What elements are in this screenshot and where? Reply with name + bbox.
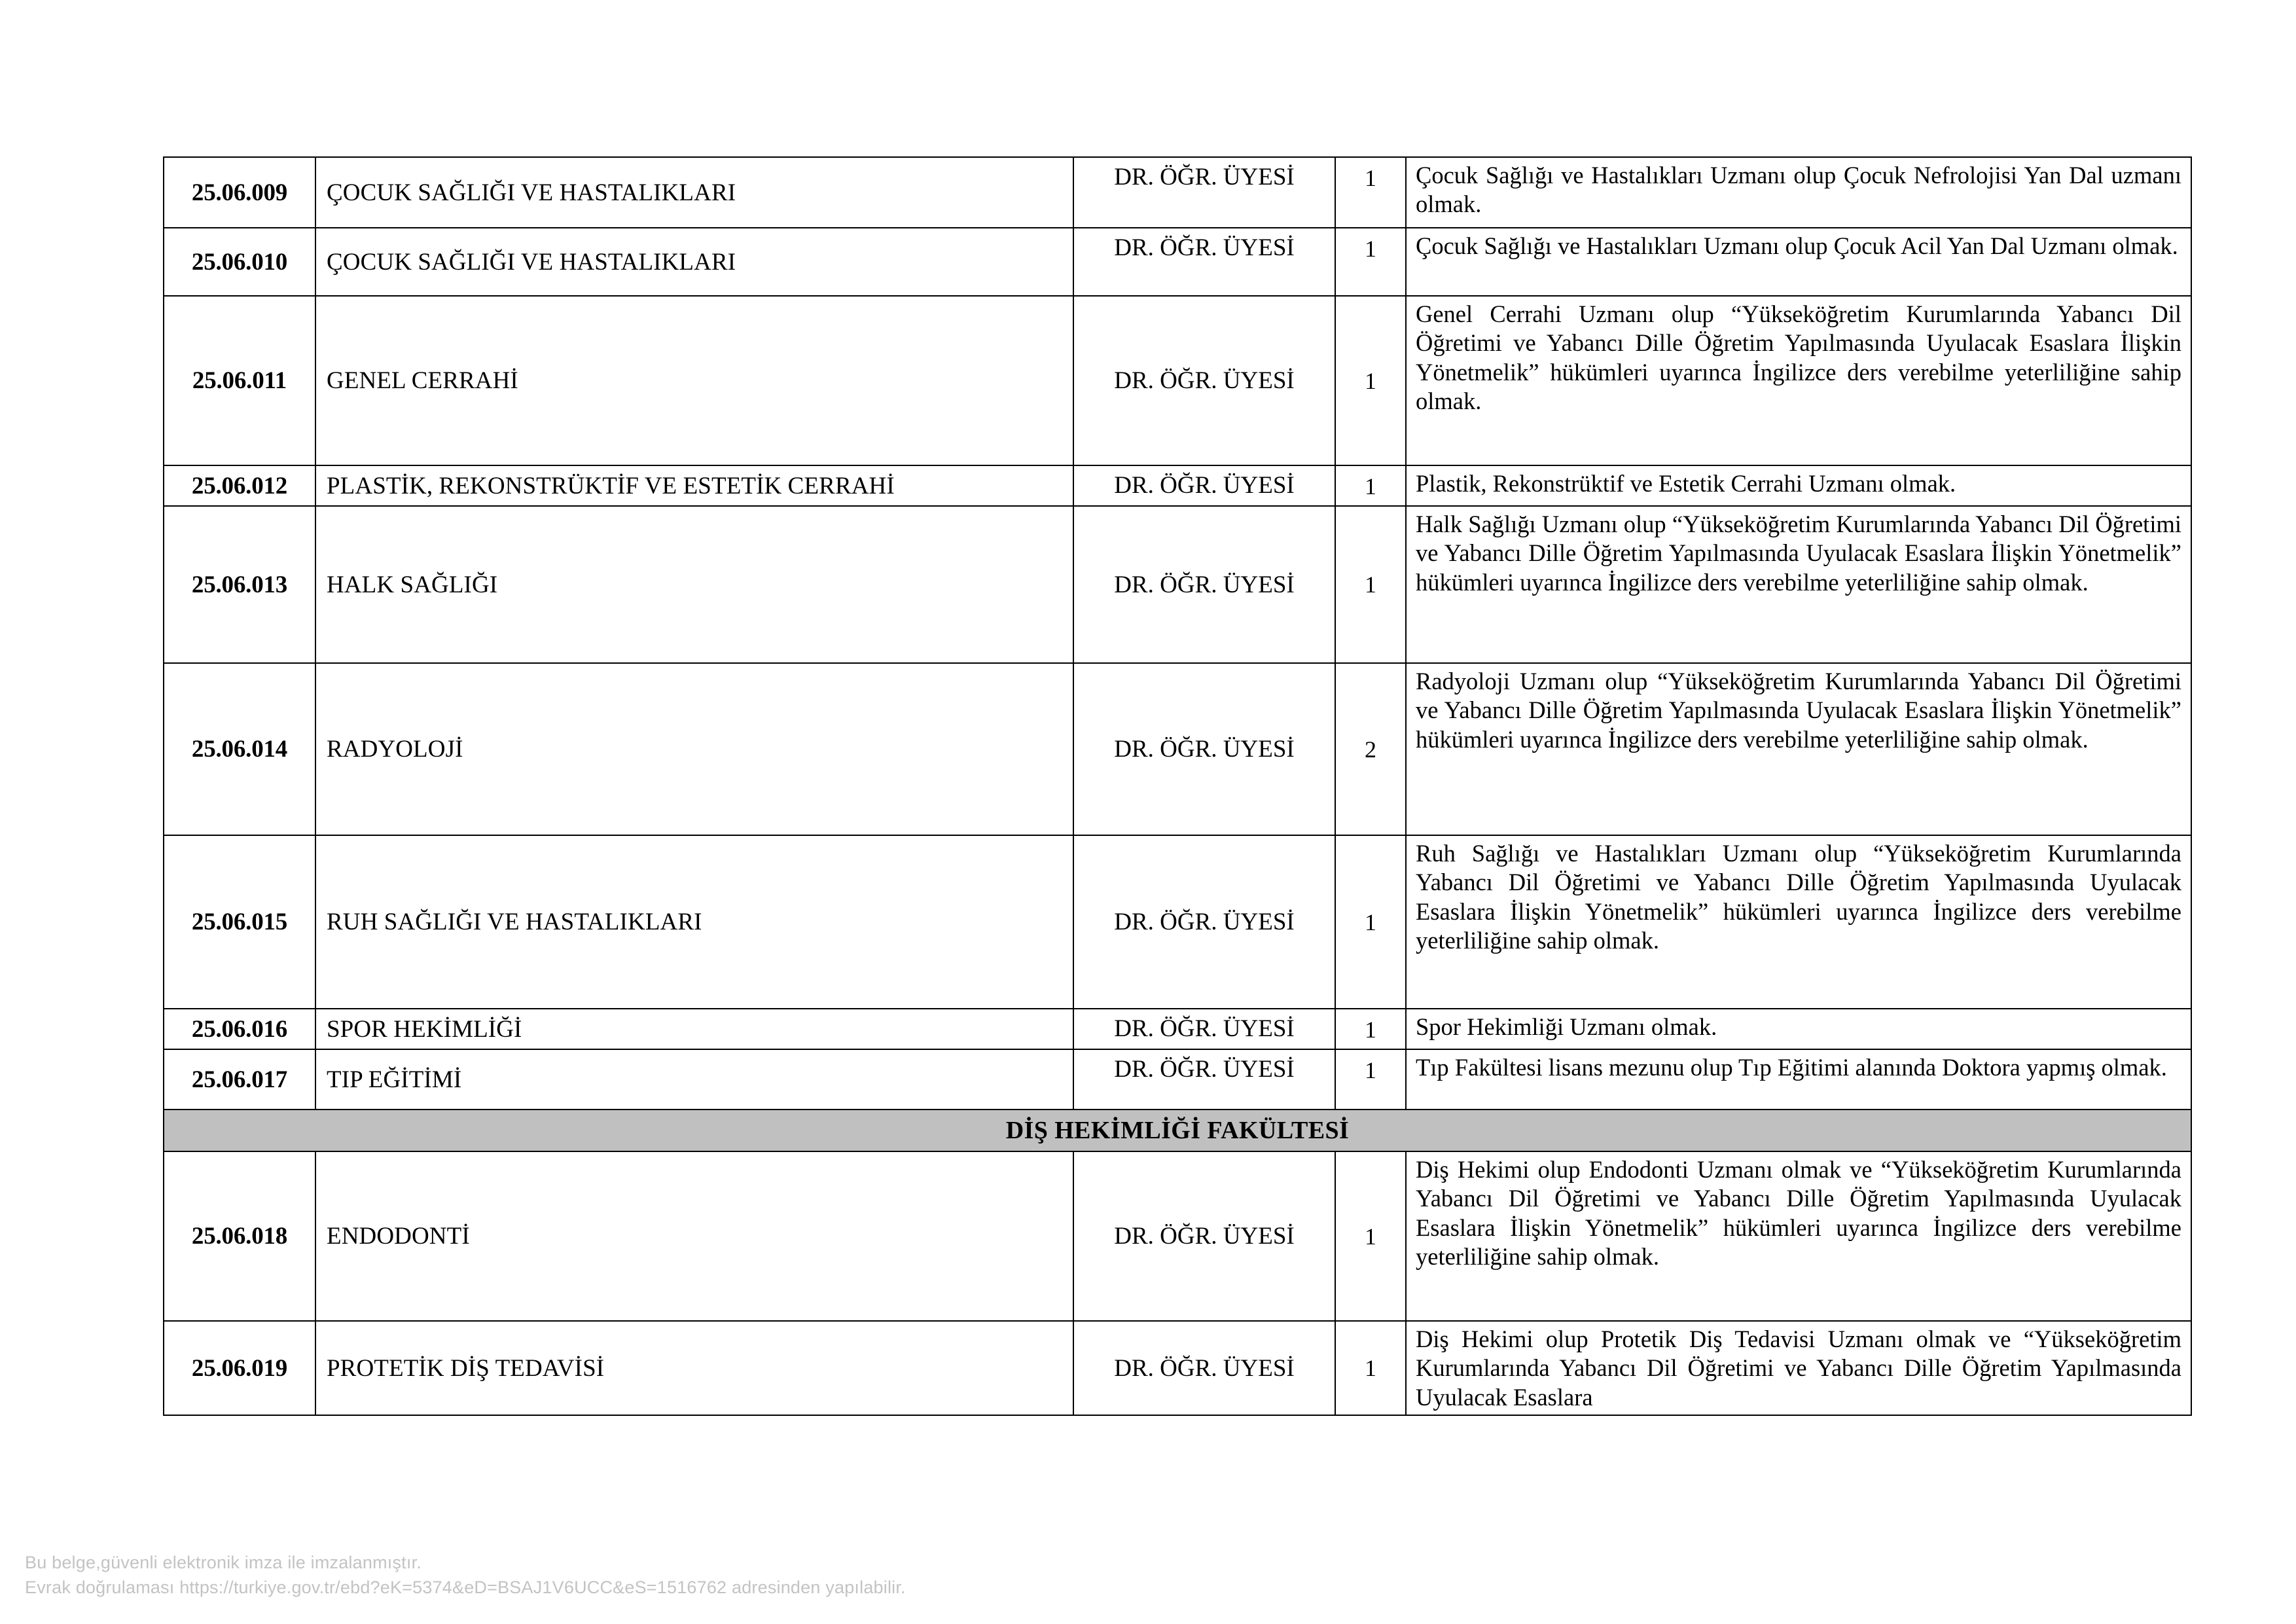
requirement-text-cell: Plastik, Rekonstrüktif ve Estetik Cerrahi Uzmanı olmak. (1406, 465, 2191, 506)
department-name-cell: SPOR HEKİMLİĞİ (315, 1009, 1073, 1049)
footer-signature-note: Bu belge,güvenli elektronik imza ile imzalanmıştır. (25, 1553, 422, 1572)
position-code-cell: 25.06.019 (164, 1321, 315, 1415)
table-row (164, 465, 2191, 506)
faculty-section-header-row (164, 1110, 2191, 1151)
position-title-cell: DR. ÖĞR. ÜYESİ (1073, 663, 1335, 835)
position-count-cell: 1 (1335, 228, 1406, 296)
table-row (164, 1151, 2191, 1321)
footer-verification-note: Evrak doğrulaması https://turkiye.gov.tr/ebd?eK=5374&eD=BSAJ1V6UCC&eS=1516762 adresinden yapılabilir. (25, 1578, 906, 1598)
department-name-cell: ENDODONTİ (315, 1151, 1073, 1321)
position-title-cell: DR. ÖĞR. ÜYESİ (1073, 1049, 1335, 1110)
position-title-cell: DR. ÖĞR. ÜYESİ (1073, 296, 1335, 465)
requirement-text-cell: Çocuk Sağlığı ve Hastalıkları Uzmanı olup Çocuk Acil Yan Dal Uzmanı olmak. (1406, 228, 2191, 296)
requirement-text-cell: Diş Hekimi olup Endodonti Uzmanı olmak ve “Yükseköğretim Kurumlarında Yabancı Dil Öğretimi ve Yabancı Dille Öğretim Yapılmasında Uyulacak Esaslara İlişkin Yönetmelik” hükümleri uyarınca İngilizce ders verebilme yeterliliğine sahip olmak. (1406, 1151, 2191, 1321)
position-code-cell: 25.06.016 (164, 1009, 315, 1049)
table-row (164, 228, 2191, 296)
faculty-section-label: DİŞ HEKİMLİĞİ FAKÜLTESİ (164, 1110, 2191, 1151)
position-count-cell: 1 (1335, 296, 1406, 465)
position-title-cell: DR. ÖĞR. ÜYESİ (1073, 1151, 1335, 1321)
requirement-text-cell: Çocuk Sağlığı ve Hastalıkları Uzmanı olup Çocuk Nefrolojisi Yan Dal uzmanı olmak. (1406, 157, 2191, 228)
position-code-cell: 25.06.012 (164, 465, 315, 506)
requirement-text-cell: Diş Hekimi olup Protetik Diş Tedavisi Uzmanı olmak ve “Yükseköğretim Kurumlarında Yabancı Dil Öğretimi ve Yabancı Dille Öğretim Yapılmasında Uyulacak Esaslara (1406, 1321, 2191, 1415)
position-code-cell: 25.06.014 (164, 663, 315, 835)
department-name-cell: GENEL CERRAHİ (315, 296, 1073, 465)
position-count-cell: 1 (1335, 1009, 1406, 1049)
table-row (164, 1049, 2191, 1110)
position-title-cell: DR. ÖĞR. ÜYESİ (1073, 465, 1335, 506)
department-name-cell: HALK SAĞLIĞI (315, 506, 1073, 663)
department-name-cell: PROTETİK DİŞ TEDAVİSİ (315, 1321, 1073, 1415)
table-row (164, 835, 2191, 1009)
position-count-cell: 1 (1335, 157, 1406, 228)
position-title-cell: DR. ÖĞR. ÜYESİ (1073, 1321, 1335, 1415)
table-row (164, 663, 2191, 835)
position-count-cell: 1 (1335, 1321, 1406, 1415)
position-code-cell: 25.06.015 (164, 835, 315, 1009)
academic-positions-table (163, 156, 2192, 1416)
department-name-cell: RADYOLOJİ (315, 663, 1073, 835)
position-count-cell: 2 (1335, 663, 1406, 835)
table-row (164, 296, 2191, 465)
position-count-cell: 1 (1335, 835, 1406, 1009)
department-name-cell: PLASTİK, REKONSTRÜKTİF VE ESTETİK CERRAHİ (315, 465, 1073, 506)
document-footer (25, 1550, 1988, 1600)
department-name-cell: TIP EĞİTİMİ (315, 1049, 1073, 1110)
position-code-cell: 25.06.010 (164, 228, 315, 296)
position-code-cell: 25.06.017 (164, 1049, 315, 1110)
department-name-cell: ÇOCUK SAĞLIĞI VE HASTALIKLARI (315, 228, 1073, 296)
position-count-cell: 1 (1335, 506, 1406, 663)
position-count-cell: 1 (1335, 465, 1406, 506)
department-name-cell: ÇOCUK SAĞLIĞI VE HASTALIKLARI (315, 157, 1073, 228)
position-code-cell: 25.06.009 (164, 157, 315, 228)
position-title-cell: DR. ÖĞR. ÜYESİ (1073, 835, 1335, 1009)
table-body (164, 157, 2191, 1415)
requirement-text-cell: Genel Cerrahi Uzmanı olup “Yükseköğretim Kurumlarında Yabancı Dil Öğretimi ve Yabancı Dille Öğretim Yapılmasında Uyulacak Esaslara İlişkin Yönetmelik” hükümleri uyarınca İngilizce ders verebilme yeterliliğine sahip olmak. (1406, 296, 2191, 465)
position-title-cell: DR. ÖĞR. ÜYESİ (1073, 228, 1335, 296)
requirement-text-cell: Spor Hekimliği Uzmanı olmak. (1406, 1009, 2191, 1049)
position-count-cell: 1 (1335, 1151, 1406, 1321)
table-row (164, 157, 2191, 228)
requirement-text-cell: Halk Sağlığı Uzmanı olup “Yükseköğretim Kurumlarında Yabancı Dil Öğretimi ve Yabancı Dille Öğretim Yapılmasında Uyulacak Esaslara İlişkin Yönetmelik” hükümleri uyarınca İngilizce ders verebilme yeterliliğine sahip olmak. (1406, 506, 2191, 663)
position-code-cell: 25.06.013 (164, 506, 315, 663)
table-row (164, 506, 2191, 663)
requirement-text-cell: Ruh Sağlığı ve Hastalıkları Uzmanı olup “Yükseköğretim Kurumlarında Yabancı Dil Öğretimi ve Yabancı Dille Öğretim Yapılmasında Uyulacak Esaslara İlişkin Yönetmelik” hükümleri uyarınca İngilizce ders verebilme yeterliliğine sahip olmak. (1406, 835, 2191, 1009)
position-count-cell: 1 (1335, 1049, 1406, 1110)
position-code-cell: 25.06.011 (164, 296, 315, 465)
position-title-cell: DR. ÖĞR. ÜYESİ (1073, 157, 1335, 228)
requirement-text-cell: Tıp Fakültesi lisans mezunu olup Tıp Eğitimi alanında Doktora yapmış olmak. (1406, 1049, 2191, 1110)
position-code-cell: 25.06.018 (164, 1151, 315, 1321)
requirement-text-cell: Radyoloji Uzmanı olup “Yükseköğretim Kurumlarında Yabancı Dil Öğretimi ve Yabancı Dille Öğretim Yapılmasında Uyulacak Esaslara İlişkin Yönetmelik” hükümleri uyarınca İngilizce ders verebilme yeterliliğine sahip olmak. (1406, 663, 2191, 835)
table-row (164, 1009, 2191, 1049)
department-name-cell: RUH SAĞLIĞI VE HASTALIKLARI (315, 835, 1073, 1009)
position-title-cell: DR. ÖĞR. ÜYESİ (1073, 506, 1335, 663)
position-title-cell: DR. ÖĞR. ÜYESİ (1073, 1009, 1335, 1049)
table-row (164, 1321, 2191, 1415)
